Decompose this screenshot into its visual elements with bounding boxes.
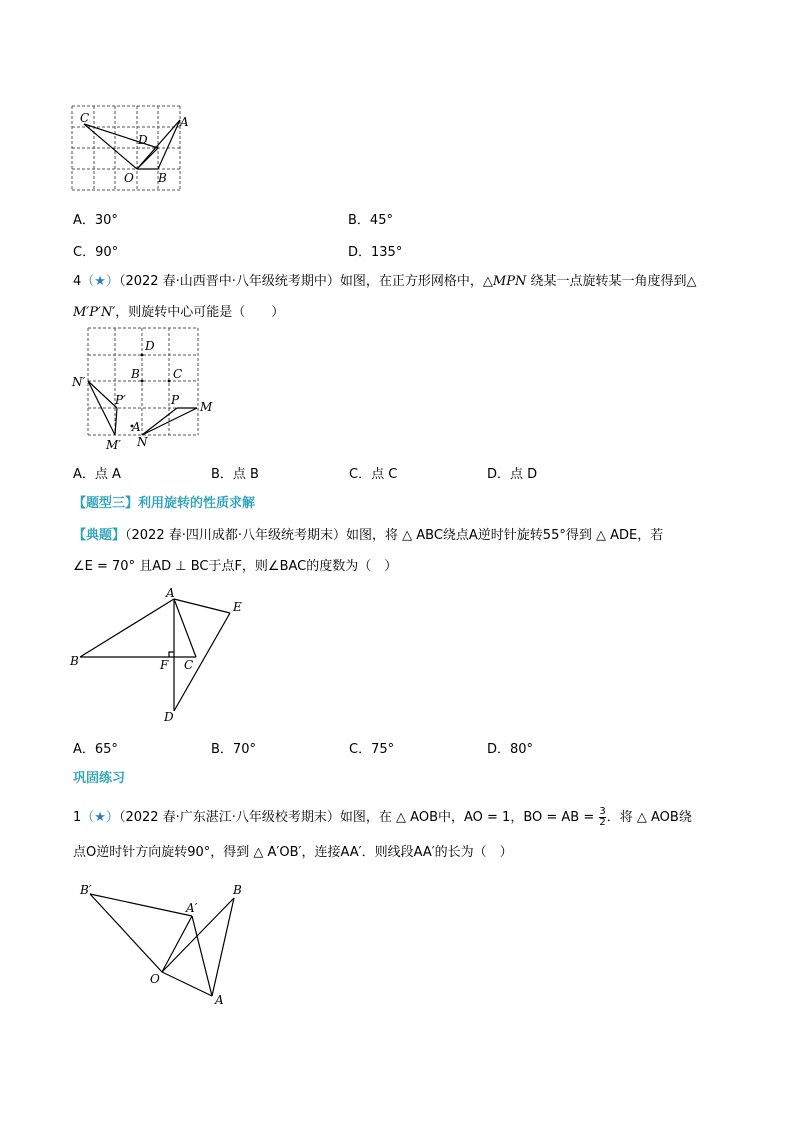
practice-title: 巩固练习 — [73, 771, 126, 786]
figure-q1 — [74, 880, 260, 1010]
label-B: B — [158, 171, 167, 185]
label-M-prime: M′ — [106, 438, 122, 452]
triangle-name: MPN — [492, 274, 527, 289]
section-title: 【题型三】利用旋转的性质求解 — [73, 496, 256, 511]
dianti-tag: 【典题】 — [73, 528, 126, 543]
question-number: 1 — [73, 810, 82, 825]
label-B: B — [131, 367, 140, 381]
question-text: 绕某一点旋转某一角度得到△ — [526, 274, 697, 289]
option-a[interactable]: A．65° — [73, 742, 118, 757]
option-b[interactable]: B．45° — [348, 213, 393, 228]
label-B: B — [70, 654, 79, 668]
option-c[interactable]: C．90° — [73, 245, 119, 260]
label-A-prime: A′ — [186, 901, 198, 915]
question-source: （2022 春·山西晋中·八年级统考期中）如图，在正方形网格中，△ — [118, 274, 493, 289]
label-D: D — [164, 710, 174, 724]
label-F: F — [160, 658, 169, 672]
label-N-prime: N′ — [72, 375, 86, 389]
label-A: A — [180, 115, 189, 129]
question-1-line1 — [73, 807, 692, 828]
question-text: ，则旋转中心可能是（ ） — [115, 305, 285, 320]
question-1-line2: 点O逆时针方向旋转90°，得到 △ A′OB′，连接AA′．则线段AA′的长为（ ） — [73, 845, 513, 860]
question-text: （2022 春·广东湛江·八年级校考期末）如图，在 △ AOB中，AO = 1，BO = AB = — [118, 810, 599, 825]
label-B-prime: B′ — [80, 883, 92, 897]
label-M: M — [200, 400, 213, 414]
option-a[interactable]: A．30° — [73, 213, 118, 228]
label-O: O — [150, 972, 160, 986]
figure-q4-grid — [68, 322, 228, 456]
dianti-line1 — [73, 526, 663, 546]
label-A: A — [166, 586, 175, 600]
label-P: P — [171, 393, 180, 407]
option-d[interactable]: D．点 D — [487, 467, 538, 482]
triangle-name-rotated: M′P′N′ — [73, 305, 116, 320]
fraction-denominator: 2 — [599, 817, 606, 828]
label-C: C — [184, 658, 194, 672]
figure-dianti — [66, 585, 256, 725]
question-text: （2022 春·四川成都·八年级统考期末）如图，将 △ ABC绕点A逆时针旋转55°得到 △ ADE，若 — [125, 528, 664, 543]
question-number: 4 — [73, 274, 82, 289]
label-N: N — [137, 435, 148, 449]
option-d[interactable]: D．135° — [348, 245, 403, 260]
question-text: ．将 △ AOB绕 — [606, 810, 692, 825]
option-d[interactable]: D．80° — [487, 742, 534, 757]
option-b[interactable]: B．70° — [211, 742, 256, 757]
option-a[interactable]: A．点 A — [73, 467, 121, 482]
question-4-line2 — [73, 303, 284, 323]
label-A: A — [132, 420, 141, 434]
question-4-line1 — [73, 272, 697, 292]
label-D: D — [145, 339, 155, 353]
difficulty-star: （★） — [81, 274, 119, 289]
dianti-line2: ∠E = 70° 且AD ⊥ BC于点F，则∠BAC的度数为（ ） — [73, 559, 398, 574]
option-b[interactable]: B．点 B — [211, 467, 259, 482]
label-E: E — [233, 600, 242, 614]
label-D: D — [138, 133, 148, 147]
difficulty-star: （★） — [81, 810, 119, 825]
label-O: O — [124, 171, 134, 185]
option-c[interactable]: C．75° — [349, 742, 395, 757]
label-A: A — [215, 993, 224, 1007]
option-c[interactable]: C．点 C — [349, 467, 398, 482]
label-C: C — [173, 367, 183, 381]
fraction — [599, 807, 605, 828]
figure-q3-grid — [60, 96, 190, 196]
fraction-numerator: 3 — [599, 806, 606, 817]
label-C: C — [80, 111, 90, 125]
label-P-prime: P′ — [115, 393, 126, 407]
label-B: B — [233, 883, 242, 897]
